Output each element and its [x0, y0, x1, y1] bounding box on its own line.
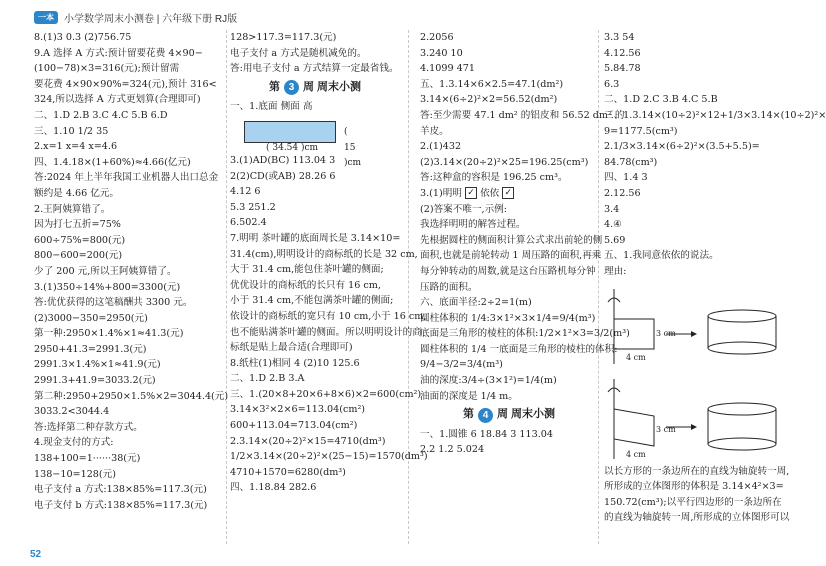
check-icon: ✓ — [502, 187, 514, 199]
answer-line: 答:优优获得的这笔稿酬共 3300 元。 — [34, 297, 193, 309]
answer-line: 优优设计的商标纸的长只有 16 cm, — [230, 279, 381, 291]
answer-line: 600÷75%=800(元) — [34, 234, 126, 246]
answer-line: 五、1.3.14×6×2.5=47.1(dm²) — [420, 78, 564, 90]
answer-line: 8.(1)3 0.3 (2)756.75 — [34, 32, 132, 43]
answer-line: 电子支付 a 方式:138×85%=117.3(元) — [34, 484, 207, 496]
answer-line: 羊皮。 — [420, 125, 449, 137]
answer-line: 先根据圆柱的侧面积计算公式求出前轮的侧 — [420, 234, 603, 246]
answer-line: 额约是 4.66 亿元。 — [34, 187, 120, 199]
answer-line: 的直线为轴旋转一周,所形成的立体图形可以 — [604, 512, 790, 524]
answer-line: 2.王阿姨算错了。 — [34, 203, 111, 215]
tank-width-label: ( 34.54 )cm — [266, 142, 319, 153]
column-divider — [598, 30, 599, 544]
answer-line: 2.x=1 x=4 x=4.6 — [34, 141, 118, 153]
tank-rectangle — [244, 121, 336, 143]
check-line: 3.(1)明明 ✓ 依依 ✓ — [420, 186, 598, 202]
answer-line: 2.2056 — [420, 32, 454, 43]
answer-line: 3.14×(6÷2)²×2=56.52(dm²) — [420, 94, 558, 106]
answer-line: 五、1.我同意依依的说法。 — [604, 250, 719, 262]
answer-line: 面积,也就是前轮转动 1 周压路的面积,再乘 — [420, 250, 602, 262]
answer-line: 四、1.4.18×(1+60%)≈4.66(亿元) — [34, 156, 191, 168]
answer-line: 3.(1)AD(BC) 113.04 3 — [230, 154, 336, 166]
answer-line: (2)答案不唯一,示例: — [420, 203, 508, 215]
answer-line: 压路的面积。 — [420, 281, 478, 293]
answer-line: 也不能贴满茶叶罐的侧面。所以明明设计的商 — [230, 326, 422, 338]
answer-line: 答:这种盒的容积是 196.25 cm³。 — [420, 172, 568, 184]
answer-line: 第二种:2950+2950×1.5%×2=3044.4(元) — [34, 390, 229, 402]
answer-line: 4.1099 471 — [420, 63, 475, 75]
answer-line: 800−600=200(元) — [34, 250, 123, 262]
answer-line: 9=1177.5(cm³) — [604, 125, 678, 137]
answer-line: 4.12.56 — [604, 47, 641, 59]
answer-line: 二、1.D 2.B 3.C 4.C 5.B 6.D — [34, 109, 168, 121]
page-header — [34, 9, 237, 25]
rect-width-label: 4 cm — [626, 352, 646, 362]
answer-line: 150.72(cm³);以平行四边形的一条边所在 — [604, 496, 782, 508]
answer-line: 三、1.10 1/2 35 — [34, 125, 109, 137]
answer-line: 2.1/3×3.14×(6÷2)²×(3.5+5.5)= — [604, 141, 760, 153]
answer-line: 依设计的商标纸的宽只有 10 cm,小于 16 cm, — [230, 310, 427, 322]
answer-line: 6.502.4 — [230, 217, 267, 229]
week-3-heading: 第 3 周 周末小测 — [268, 80, 362, 94]
answer-line: 5.69 — [604, 234, 626, 246]
answer-line: 2991.3×1.4%×1≈41.9(元) — [34, 359, 161, 371]
brand-logo: 一本 — [34, 11, 58, 24]
answer-line: 138+100=1······38(元) — [34, 453, 141, 465]
header-title: 小学数学周末小测卷 | 六年级下册 RJ版 — [64, 13, 238, 25]
answer-line: 底面是三角形的棱柱的体积:1/2×1²×3=3/2(m³) — [420, 328, 630, 340]
answer-line: 7.明明 茶叶罐的底面周长是 3.14×10= — [230, 232, 401, 244]
answer-line: 油面的深度是 1/4 m。 — [420, 390, 518, 402]
answer-line: 1/2×3.14×(20÷2)²×(25−15)=1570(dm³) — [230, 451, 428, 463]
answer-line: 理由: — [604, 265, 627, 277]
answer-line: 答:选择第二种存款方式。 — [34, 421, 143, 433]
answer-line: 一、1.底面 侧面 高 — [230, 101, 313, 113]
rotation-figure — [604, 284, 780, 464]
answer-line: 8.纸柱(1)相同 4 (2)10 125.6 — [230, 357, 360, 369]
rotation-diagram — [604, 284, 780, 464]
answer-line: (100−78)×3=316(元);预计留需 — [34, 63, 180, 75]
answer-line: 我选择明明的解答过程。 — [420, 219, 526, 231]
answer-line: 六、底面半径:2÷2=1(m) — [420, 297, 532, 309]
answer-line: 2.3.14×(20÷2)²×15=4710(dm³) — [230, 435, 386, 447]
answer-line: (2)3000−350=2950(元) — [34, 312, 148, 324]
answer-line: 三、1.3.14×(10÷2)²×12+1/3×3.14×(10÷2)²× — [604, 109, 826, 121]
answer-line: 圆柱体积的 1/4 一底面是三角形的棱柱的体积: — [420, 343, 618, 355]
answer-line: 3.(1)350÷14%+800=3300(元) — [34, 281, 181, 293]
answer-line: 3.3 54 — [604, 32, 635, 43]
answer-line: 所形成的立体图形的体积是 3.14×4²×3= — [604, 481, 784, 493]
answer-line: 答:用电子支付 a 方式结算一定最省钱。 — [230, 63, 399, 75]
answer-line: 2(2)CD(或AB) 28.26 6 — [230, 170, 336, 182]
tank-height-label: ( 15 )cm — [344, 126, 362, 169]
answer-line: 二、1.D 2.C 3.B 4.C 5.B — [604, 94, 718, 106]
answer-line: 128>117.3=117.3(元) — [230, 32, 337, 43]
answer-line: 每分钟转动的周数,就是这台压路机每分钟 — [420, 265, 596, 277]
answer-line: 6.3 — [604, 78, 620, 90]
column-divider — [226, 30, 227, 544]
week-number-badge: 4 — [478, 408, 493, 423]
check-icon: ✓ — [465, 187, 477, 199]
answer-line: 324,所以选择 A 方式更划算(合理即可) — [34, 94, 201, 106]
answer-line: 电子支付 b 方式:138×85%=117.3(元) — [34, 499, 208, 511]
answer-line: 大于 31.4 cm,能包住茶叶罐的侧面; — [230, 264, 384, 276]
answer-line: 第一种:2950×1.4%×1≈41.3(元) — [34, 328, 184, 340]
answer-line: 标纸是贴上最合适(合理即可) — [230, 342, 353, 354]
answer-line: 9.A 选择 A 方式:预计留要花费 4×90− — [34, 47, 203, 59]
answer-line: 答:2024 年上半年我国工业机器人出口总金 — [34, 172, 219, 184]
answer-line: 4.12 6 — [230, 186, 261, 198]
answer-column-1 — [34, 30, 229, 513]
answer-line: 138−10=128(元) — [34, 468, 116, 480]
answer-line: 四、1.4 3 — [604, 172, 648, 184]
answer-line: 圆柱体积的 1/4:3×1²×3×1/4=9/4(m³) — [420, 312, 596, 324]
answer-line: 四、1.18.84 282.6 — [230, 482, 317, 494]
answer-line: 4.④ — [604, 219, 622, 231]
answer-line: 要花费 4×90×90%=324(元),预计 316< — [34, 78, 217, 90]
para-width-label: 3 cm — [656, 424, 676, 434]
answer-line: 2.12.56 — [604, 187, 641, 199]
answer-line: 5.84.78 — [604, 63, 641, 75]
answer-line: 答:至少需要 47.1 dm² 的铝皮和 56.52 dm² 的 — [420, 109, 625, 121]
answer-line: 2950+41.3=2991.3(元) — [34, 343, 147, 355]
answer-column-4 — [604, 30, 826, 526]
page-number: 52 — [30, 549, 42, 560]
answer-line: 2991.3+41.9=3033.2(元) — [34, 375, 156, 387]
answer-line: 因为打七五折=75% — [34, 219, 121, 231]
answer-line: 84.78(cm³) — [604, 156, 658, 168]
column-divider — [408, 30, 409, 544]
para-height-label: 4 cm — [626, 449, 646, 459]
answer-line: 3.240 10 — [420, 47, 463, 59]
answer-line: 4.现金支付的方式: — [34, 437, 114, 449]
answer-line: 5.3 251.2 — [230, 201, 276, 213]
answer-line: 4710+1570=6280(dm³) — [230, 466, 346, 478]
answer-line: 3.4 — [604, 203, 620, 215]
answer-line: 小于 31.4 cm,不能包满茶叶罐的侧面; — [230, 295, 394, 307]
answer-line: 电子支付 a 方式是随机减免的。 — [230, 47, 367, 59]
answer-line: 2.(1)432 — [420, 141, 462, 153]
answer-line: 三、1.(20×8+20×6+8×6)×2=600(cm²) — [230, 388, 422, 400]
rect-height-label: 3 cm — [656, 328, 676, 338]
answer-column-2 — [230, 30, 428, 496]
answer-line: 9/4−3/2=3/4(m³) — [420, 359, 503, 371]
answer-line: 31.4(cm),明明设计的商标纸的长是 32 cm, — [230, 248, 418, 260]
week-number-badge: 3 — [284, 80, 299, 95]
answer-line: 一、1.圆锥 6 18.84 3 113.04 — [420, 428, 553, 440]
answer-line: 600+113.04=713.04(cm²) — [230, 420, 358, 432]
answer-line: (2)3.14×(20÷2)²×25=196.25(cm³) — [420, 156, 589, 168]
answer-line: 油的深度:3/4÷(3×1²)=1/4(m) — [420, 375, 557, 387]
answer-line: 3.14×3²×2×6=113.04(cm²) — [230, 404, 366, 416]
answer-line: 少了 200 元,所以王阿姨算错了。 — [34, 265, 177, 277]
answer-line: 2.2 1.2 5.024 — [420, 444, 485, 456]
answer-line: 二、1.D 2.B 3.A — [230, 373, 305, 385]
answer-line: 3033.2<3044.4 — [34, 406, 110, 418]
week-4-heading: 第 4 周 周末小测 — [462, 408, 556, 421]
answer-line: 以长方形的一条边所在的直线为轴旋转一周, — [604, 465, 790, 477]
